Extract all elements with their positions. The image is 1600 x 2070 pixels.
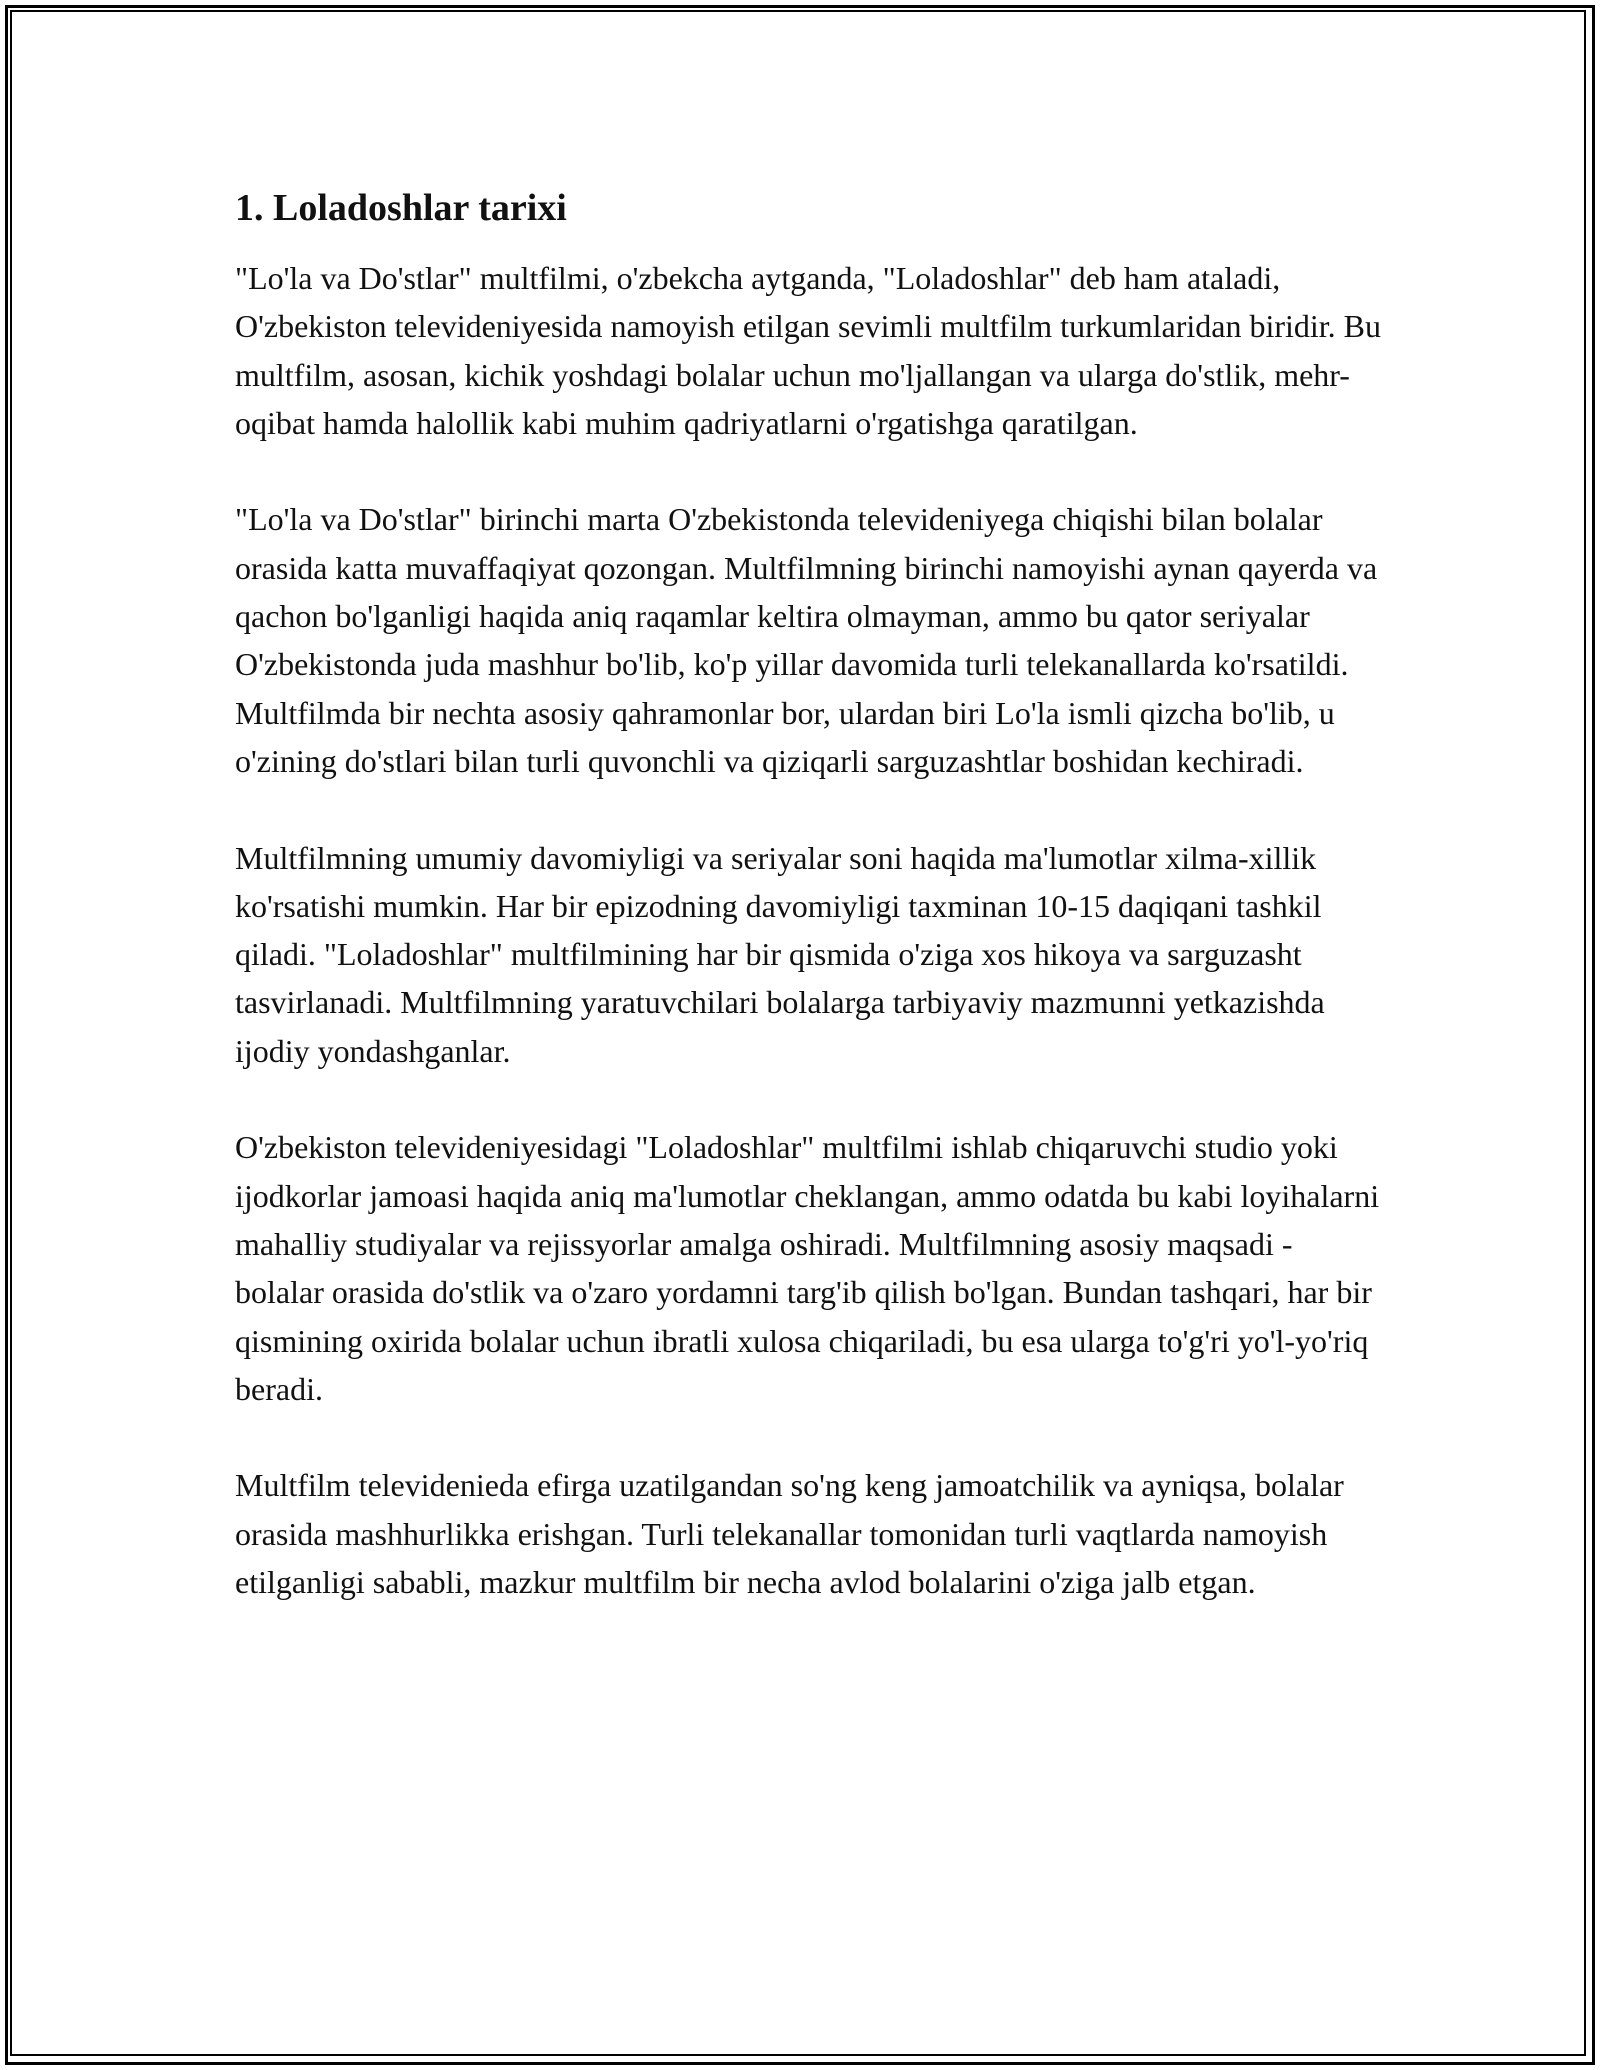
section-title: 1. Loladoshlar tarixi bbox=[235, 187, 567, 229]
paragraph-1: "Lo'la va Do'stlar" multfilmi, o'zbekcha aytganda, "Loladoshlar" deb ham ataladi, O'zbekiston televideniyesida namoyish etilgan sevimli multfilm turkumlaridan biridir. Bu multfilm, asosan, kichik yoshdagi bolalar uchun mo'ljallangan va ularga do'stlik, mehr-oqibat hamda halollik kabi muhim qadriyatlarni o'rgatishga qaratilgan. bbox=[235, 260, 1382, 441]
paragraph-3: Multfilmning umumiy davomiyligi va seriyalar soni haqida ma'lumotlar xilma-xillik ko'rsatishi mumkin. Har bir epizodning davomiyligi taxminan 10-15 daqiqani tashkil qiladi. "Loladoshlar" multfilmining har bir qismida o'ziga xos hikoya va sarguzasht tasvirlanadi. Multfilmning yaratuvchilari bolalarga tarbiyaviy mazmunni yetkazishda ijodiy yondashganlar. bbox=[235, 839, 1325, 1069]
paragraph-4: O'zbekiston televideniyesidagi "Loladoshlar" multfilmi ishlab chiqaruvchi studio yoki ijodkorlar jamoasi haqida aniq ma'lumotlar cheklangan, ammo odatda bu kabi loyihalarni mahalliy studiyalar va rejissyorlar amalga oshiradi. Multfilmning asosiy maqsadi - bolalar orasida do'stlik va o'zaro yordamni targ'ib qilish bo'lgan. Bundan tashqari, har bir qismining oxirida bolalar uchun ibratli xulosa chiqariladi, bu esa ularga to'g'ri yo'l-yo'riq beradi. bbox=[235, 1129, 1380, 1407]
paragraph-2: "Lo'la va Do'stlar" birinchi marta O'zbekistonda televideniyega chiqishi bilan bolalar orasida katta muvaffaqiyat qozongan. Multfilmning birinchi namoyishi aynan qayerda va qachon bo'lganligi haqida aniq raqamlar keltira olmayman, ammo bu qator seriyalar O'zbekistonda juda mashhur bo'lib, ko'p yillar davomida turli telekanallarda ko'rsatildi. Multfilmda bir nechta asosiy qahramonlar bor, ulardan biri Lo'la ismli qizcha bo'lib, u o'zining do'stlari bilan turli quvonchli va qiziqarli sarguzashtlar boshidan kechiradi. bbox=[235, 501, 1378, 779]
paragraph-5: Multfilm televidenieda efirga uzatilgandan so'ng keng jamoatchilik va ayniqsa, bolalar orasida mashhurlikka erishgan. Turli telekanallar tomonidan turli vaqtlarda namoyish etilganligi sababli, mazkur multfilm bir necha avlod bolalarini o'ziga jalb etgan. bbox=[235, 1467, 1344, 1601]
document-body bbox=[235, 184, 1385, 1606]
